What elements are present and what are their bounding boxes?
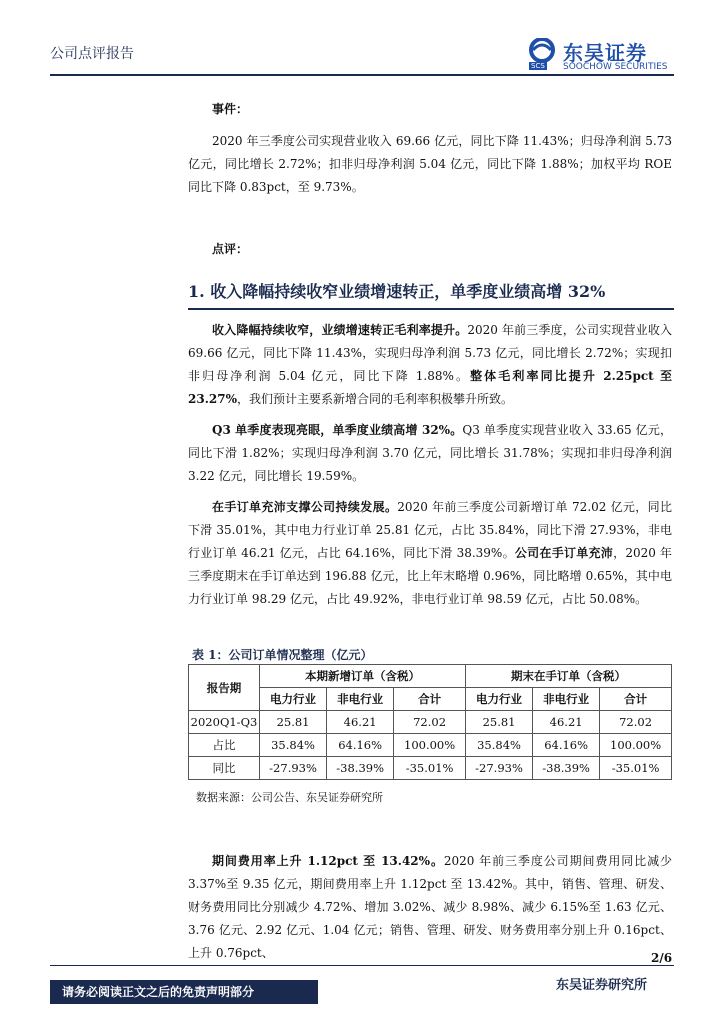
- footer-rule: [50, 965, 674, 966]
- company-logo: [527, 38, 675, 74]
- table-cell: -35.01%: [600, 757, 672, 780]
- table-cell: 72.02: [394, 711, 466, 734]
- footer-org: 东吴证券研究所: [556, 978, 648, 993]
- paragraph-revenue-margin: 整体毛利率同比提升 2.25pct 至 23.27%: [188, 369, 672, 406]
- table-cell: 35.84%: [465, 734, 532, 757]
- table-header-row: [189, 665, 672, 688]
- group-backlog: 期末在手订单（含税）: [465, 665, 671, 688]
- logo-en-text: SOOCHOW SECURITIES: [563, 62, 668, 72]
- col-header: 合计: [600, 688, 672, 711]
- paragraph-expenses-text: 2020 年前三季度公司期间费用同比减少 3.37%至 9.35 亿元，期间费用率上升 1.12pct 至 13.42%。其中，销售、管理、研发、财务费用同比分别减少 4.72%、增加 3.02%、减少 8.98%、减少 6.15%至 1.63 亿元、3.76 亿元、2.92 亿元、1.04 亿元；销售、管理、研发、财务费用率分别上升 0.16pct、上升 0.76pct、: [188, 854, 673, 960]
- row-header: 报告期: [189, 665, 260, 711]
- paragraph-q3-lead: Q3 单季度表现亮眼，单季度业绩高增 32%。: [212, 423, 463, 437]
- page-number: 2/6: [651, 951, 673, 965]
- table-cell: 46.21: [533, 711, 600, 734]
- col-header: 非电行业: [327, 688, 394, 711]
- header-rule: [50, 74, 674, 76]
- table-cell: 46.21: [327, 711, 394, 734]
- col-header: 合计: [394, 688, 466, 711]
- table-cell: -38.39%: [533, 757, 600, 780]
- table-cell: 64.16%: [327, 734, 394, 757]
- paragraph-orders: [188, 496, 672, 611]
- col-header: 电力行业: [465, 688, 532, 711]
- paragraph-revenue-text: 2020 年前三季度，公司实现营业收入 69.66 亿元，同比下降 11.43%，实现归母净利润 5.73 亿元，同比增长 2.72%；实现扣非归母净利润 5.04 亿元，同比下降 1.88%。: [188, 323, 672, 383]
- paragraph-orders-text: 2020 年前三季度公司新增订单 72.02 亿元，同比下滑 35.01%，其中电力行业订单 25.81 亿元，占比 35.84%，同比下滑 27.93%，非电行业订单 46.21 亿元，占比 64.16%，同比下滑 38.39%。: [188, 500, 672, 560]
- table-cell: 25.81: [260, 711, 327, 734]
- paragraph-revenue-lead: 收入降幅持续收窄，业绩增速转正毛利率提升。: [212, 323, 468, 337]
- paragraph-orders-lead: 在手订单充沛支撑公司持续发展。: [212, 500, 398, 514]
- table-cell: 100.00%: [600, 734, 672, 757]
- event-label: 事件：: [212, 102, 249, 116]
- orders-table: [188, 664, 672, 780]
- table-caption: 表 1：公司订单情况整理（亿元）: [192, 648, 373, 662]
- table-subheader-row: [189, 688, 672, 711]
- paragraph-q3-text: Q3 单季度实现营业收入 33.65 亿元，同比下滑 1.82%；实现归母净利润 3.70 亿元，同比增长 31.78%；实现扣非归母净利润 3.22 亿元，同比增长 19.59%。: [188, 423, 672, 483]
- event-paragraph: 2020 年三季度公司实现营业收入 69.66 亿元，同比下降 11.43%；归母净利润 5.73 亿元，同比增长 2.72%；扣非归母净利润 5.04 亿元，同比下降 1.88%；加权平均 ROE 同比下降 0.83pct，至 9.73%。: [188, 134, 672, 194]
- paragraph-orders-tail: ，2020 年三季度期末在手订单达到 196.88 亿元，比上年末略增 0.96%，同比略增 0.65%，其中电力行业订单 98.29 亿元，占比 49.92%，非电行业订单 98.59 亿元，占比 50.08%。: [188, 546, 672, 606]
- table-cell: -35.01%: [394, 757, 466, 780]
- row-label: 同比: [189, 757, 260, 780]
- row-label: 占比: [189, 734, 260, 757]
- col-header: 电力行业: [260, 688, 327, 711]
- table-cell: -27.93%: [260, 757, 327, 780]
- table-source: 数据来源：公司公告、东吴证券研究所: [196, 791, 383, 804]
- col-header: 非电行业: [533, 688, 600, 711]
- table-cell: 64.16%: [533, 734, 600, 757]
- table-cell: 25.81: [465, 711, 532, 734]
- section-1-heading: 1. 收入降幅持续收窄业绩增速转正，单季度业绩高增 32%: [188, 282, 606, 301]
- table-cell: 100.00%: [394, 734, 466, 757]
- table-row: [189, 734, 672, 757]
- paragraph-expenses: [188, 850, 672, 965]
- table-cell: 35.84%: [260, 734, 327, 757]
- paragraph-revenue-tail: ，我们预计主要系新增合同的毛利率积极攀升所致。: [236, 392, 513, 406]
- paragraph-expenses-lead: 期间费用率上升 1.12pct 至 13.42%。: [212, 854, 444, 868]
- table-cell: -38.39%: [327, 757, 394, 780]
- group-new-orders: 本期新增订单（含税）: [260, 665, 466, 688]
- table-row: [189, 757, 672, 780]
- row-label: 2020Q1-Q3: [189, 711, 260, 734]
- table-cell: 72.02: [600, 711, 672, 734]
- paragraph-q3: [188, 419, 672, 488]
- paragraph-orders-backlog: 公司在手订单充沛: [514, 546, 614, 560]
- paragraph-revenue: [188, 319, 672, 411]
- logo-cn-text: 东吴证券: [563, 41, 647, 65]
- report-type: 公司点评报告: [50, 46, 134, 62]
- table-row: [189, 711, 672, 734]
- logo-mark-text: SCS: [531, 62, 545, 70]
- table-cell: -27.93%: [465, 757, 532, 780]
- disclaimer-link[interactable]: 请务必阅读正文之后的免责声明部分: [62, 985, 255, 999]
- section-1-rule: [188, 308, 674, 310]
- comment-label: 点评：: [212, 242, 249, 256]
